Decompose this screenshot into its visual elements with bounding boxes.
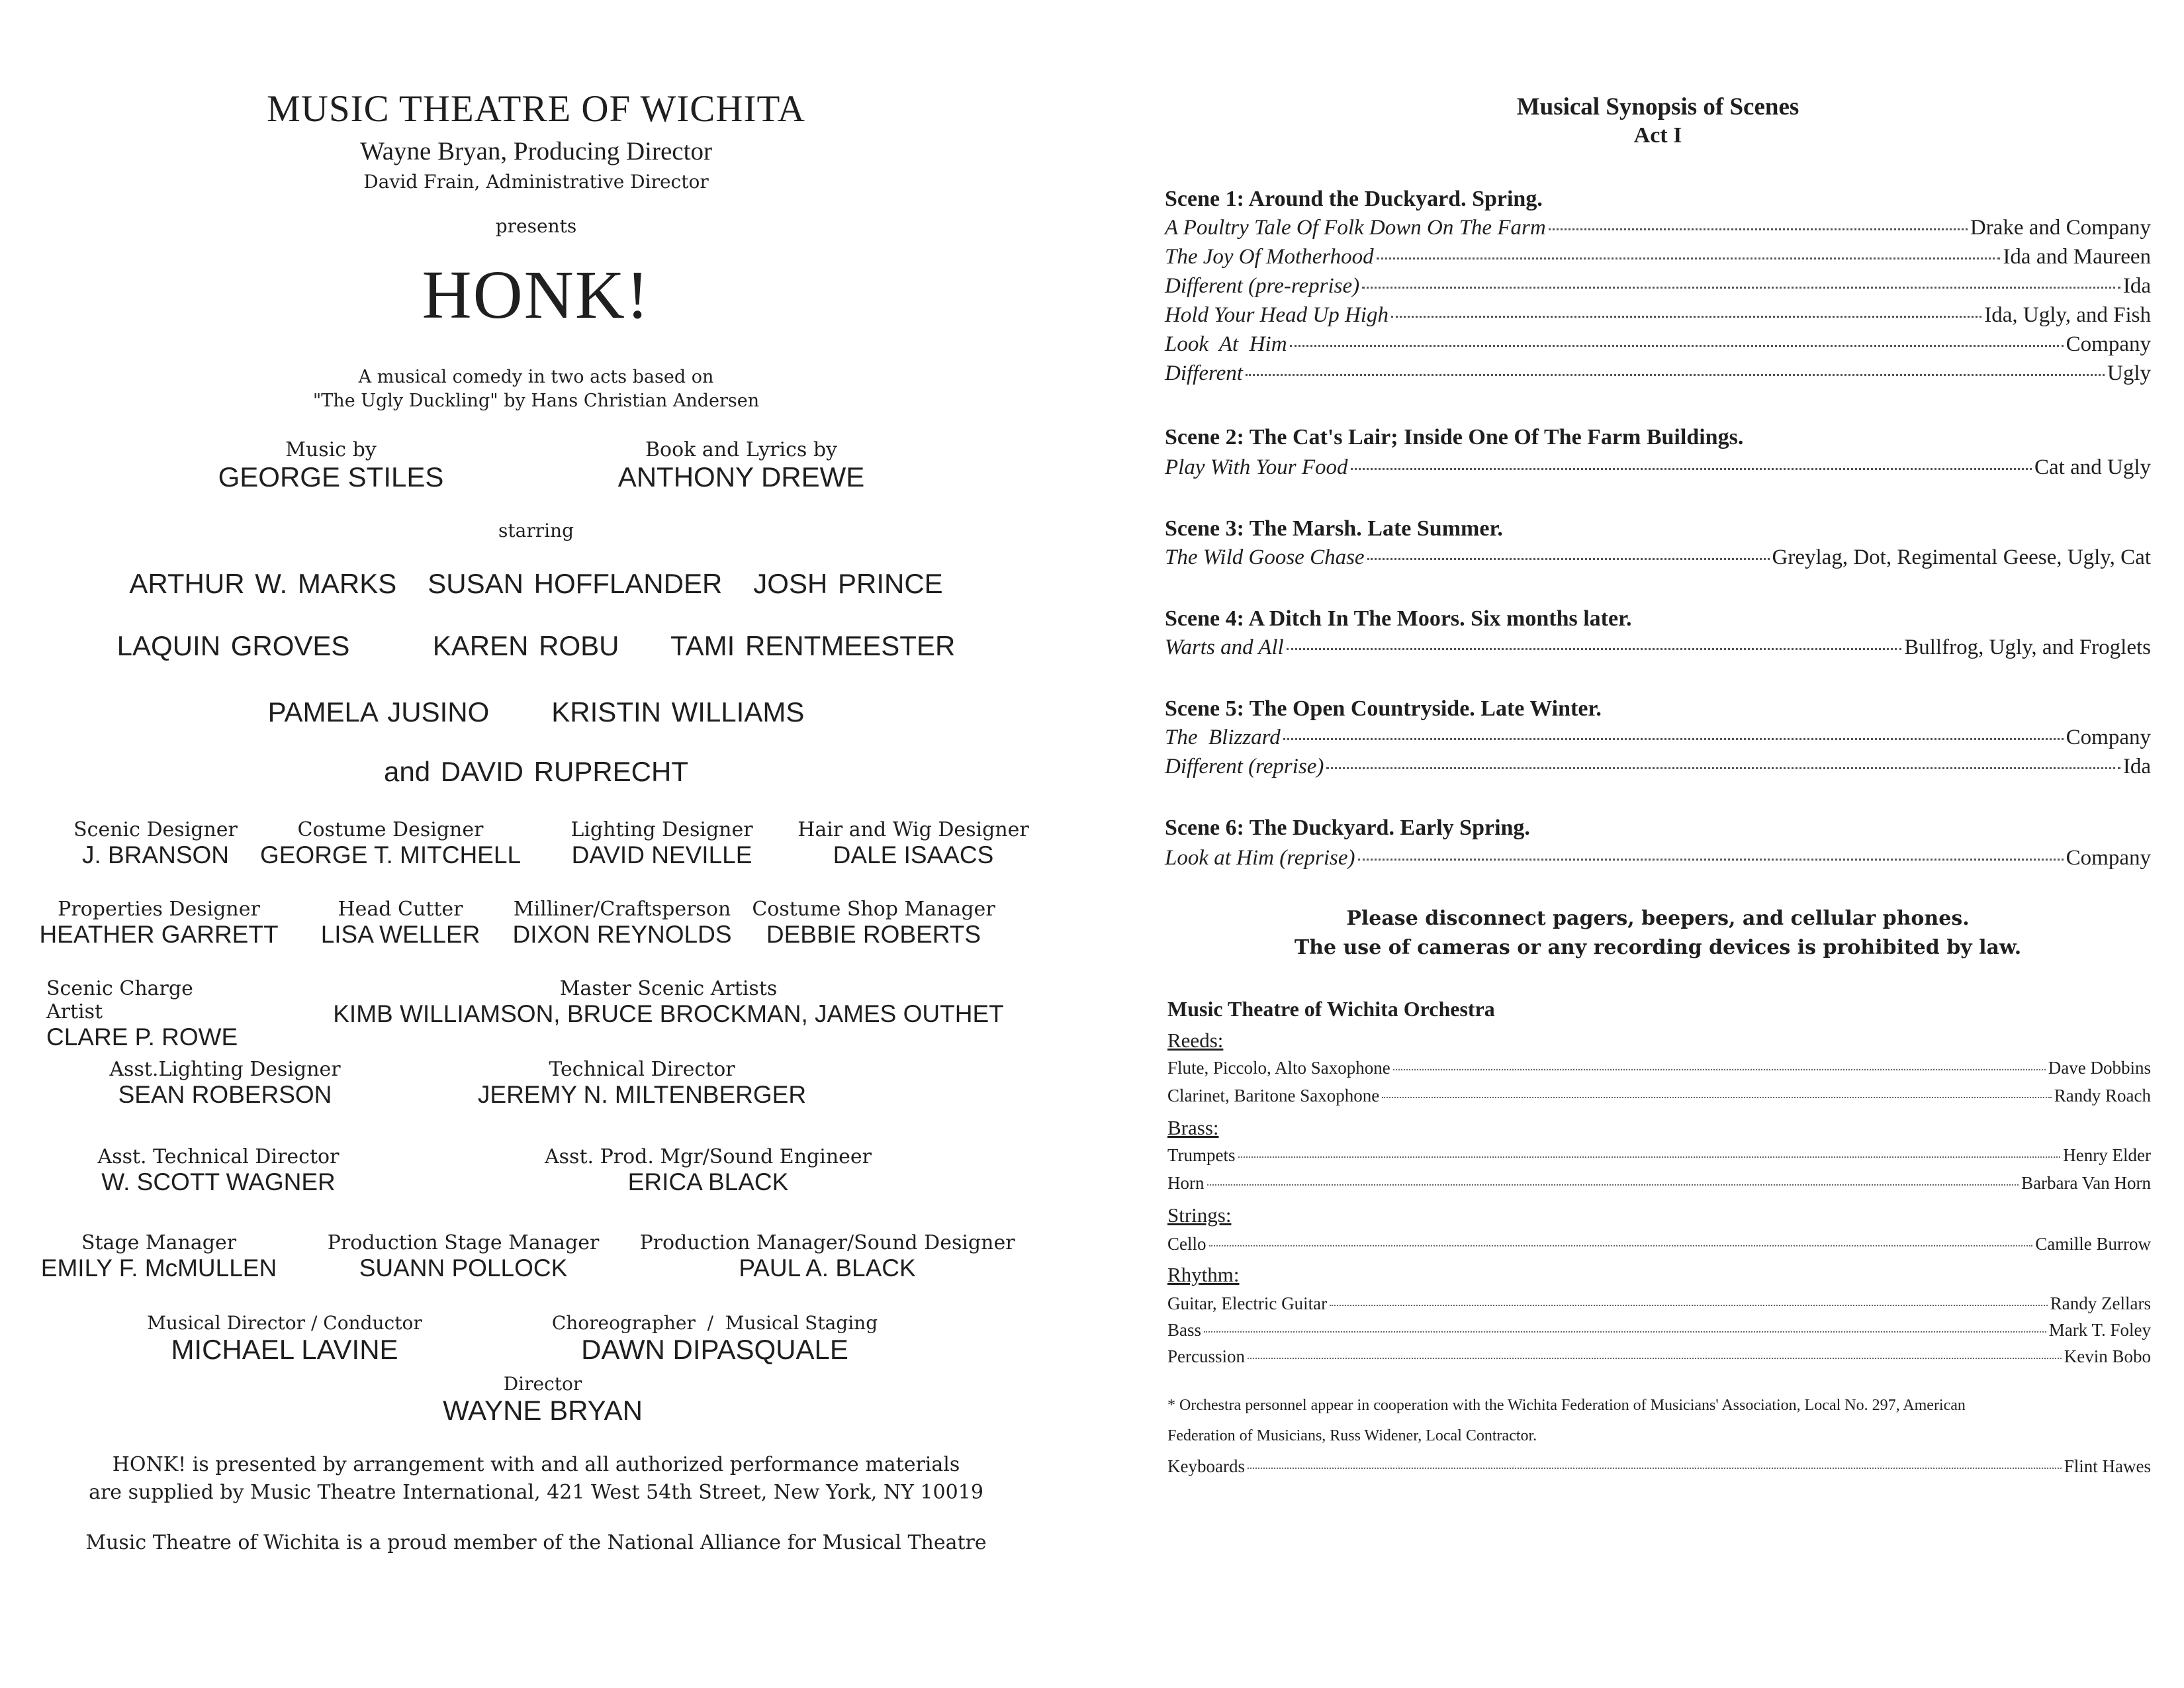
musician-row	[1167, 1320, 2151, 1340]
credit-role: Hair and Wig Designer	[797, 818, 1029, 841]
musician-name: Flint Hawes	[2064, 1456, 2151, 1476]
musician-name: Dave Dobbins	[2048, 1058, 2151, 1078]
synopsis-title: Musical Synopsis of Scenes	[1516, 93, 1799, 120]
credit-name: J. BRANSON	[81, 841, 230, 868]
song-performers: Bullfrog, Ugly, and Froglets	[1904, 635, 2151, 659]
song-title: Different (reprise)	[1165, 755, 1324, 778]
song-performers: Ida and Maureen	[2003, 245, 2151, 269]
credit-scenic-designer	[26, 818, 285, 869]
song-row	[1165, 726, 2151, 750]
credit-production-stage-manager	[318, 1231, 609, 1282]
musician-row	[1167, 1058, 2151, 1078]
song-row	[1165, 755, 2151, 779]
credit-role: Properties Designer	[58, 898, 260, 921]
show-description	[0, 365, 1072, 413]
song-title: Warts and All	[1165, 635, 1284, 659]
song-performers: Ugly	[2107, 361, 2151, 385]
scene-heading: Scene 4: A Ditch In The Moors. Six months later.	[1165, 606, 1632, 631]
scene-heading: Scene 1: Around the Duckyard. Spring.	[1165, 187, 1543, 211]
credit-name: DAVID NEVILLE	[571, 841, 752, 868]
musician-name: Randy Zellars	[2050, 1293, 2151, 1313]
credit-role: Master Scenic Artists	[559, 977, 778, 1000]
credit-role: Music by	[285, 438, 377, 461]
arrangement-line-2: are supplied by Music Theatre International, 421 West 54th Street, New York, NY 10019	[89, 1481, 983, 1504]
credit-role: Costume Designer	[297, 818, 484, 841]
song-row	[1165, 455, 2151, 480]
song-performers: Drake and Company	[1970, 216, 2151, 240]
credit-name: HEATHER GARRETT	[39, 921, 279, 948]
orchestra-title: Music Theatre of Wichita Orchestra	[1167, 997, 1495, 1021]
credit-name: W. SCOTT WAGNER	[101, 1168, 336, 1196]
credit-role: Scenic Charge Artist	[46, 977, 193, 1023]
credit-role: Asst. Prod. Mgr/Sound Engineer	[544, 1145, 872, 1168]
theatre-name: MUSIC THEATRE OF WICHITA	[267, 88, 805, 130]
instrument: Cello	[1167, 1234, 1206, 1254]
credit-role: Scenic Designer	[73, 818, 238, 841]
membership-notice: Music Theatre of Wichita is a proud member of the National Alliance for Musical Theatre	[85, 1531, 987, 1554]
scene-heading: Scene 3: The Marsh. Late Summer.	[1165, 516, 1503, 541]
device-notice-2: The use of cameras or any recording devices is prohibited by law.	[1294, 936, 2022, 959]
musician-name: Mark T. Foley	[2048, 1320, 2151, 1340]
song-row	[1165, 216, 2151, 240]
credit-role: Asst. Technical Director	[97, 1145, 340, 1168]
credit-technical-director	[457, 1058, 827, 1109]
credit-director	[371, 1373, 715, 1427]
song-performers: Ida	[2122, 755, 2151, 778]
musician-row	[1167, 1234, 2151, 1254]
arrangement-line-1: HONK! is presented by arrangement with and all authorized performance materials	[112, 1453, 960, 1476]
star-row-2: LAQUIN GROVES KAREN ROBU TAMI RENTMEESTER	[116, 630, 956, 661]
song-row	[1165, 635, 2151, 660]
song-row	[1165, 332, 2151, 357]
credit-role: Milliner/Craftsperson	[513, 898, 731, 921]
instrument: Flute, Piccolo, Alto Saxophone	[1167, 1058, 1390, 1078]
musician-row	[1167, 1086, 2151, 1106]
star-row-1: ARTHUR W. MARKS SUSAN HOFFLANDER JOSH PRINCE	[129, 568, 943, 599]
credit-role: Stage Manager	[81, 1231, 237, 1254]
credit-role: Lighting Designer	[570, 818, 753, 841]
device-notice-1: Please disconnect pagers, beepers, and cellular phones.	[1346, 907, 1970, 930]
musician-name: Henry Elder	[2063, 1145, 2151, 1165]
song-title: The Blizzard	[1165, 726, 1281, 749]
starring-label: starring	[498, 520, 574, 541]
credit-name: EMILY F. McMULLEN	[40, 1254, 277, 1282]
orchestra-footnote	[1167, 1390, 2147, 1451]
credit-hair-wig-designer	[781, 818, 1046, 869]
producing-director: Wayne Bryan, Producing Director	[360, 137, 712, 165]
credit-asst-prod-mgr	[523, 1145, 893, 1196]
song-row	[1165, 245, 2151, 269]
instrument: Horn	[1167, 1173, 1205, 1193]
credit-name: ERICA BLACK	[627, 1168, 789, 1196]
musician-row	[1167, 1145, 2151, 1166]
credit-properties-designer	[26, 898, 291, 949]
credit-choreographer	[529, 1312, 900, 1366]
credit-asst-technical-director	[79, 1145, 357, 1196]
section-rhythm: Rhythm:	[1167, 1263, 1240, 1286]
song-title: Look At Him	[1165, 332, 1287, 356]
description-line-1: A musical comedy in two acts based on	[358, 367, 714, 387]
scene-heading: Scene 5: The Open Countryside. Late Winter.	[1165, 696, 1602, 721]
song-performers: Company	[2066, 332, 2151, 356]
song-title: A Poultry Tale Of Folk Down On The Farm	[1165, 216, 1546, 240]
song-title: Different	[1165, 361, 1243, 385]
credit-name: DAWN DIPASQUALE	[581, 1334, 848, 1365]
instrument: Keyboards	[1167, 1456, 1245, 1476]
credit-name: JEREMY N. MILTENBERGER	[477, 1081, 807, 1108]
presents-text: presents	[495, 215, 577, 237]
footnote-line-1: * Orchestra personnel appear in cooperation with the Wichita Federation of Musicians' Association, Local No. 297, American	[1167, 1397, 1966, 1414]
credit-name: SEAN ROBERSON	[118, 1081, 332, 1108]
musician-row	[1167, 1456, 2151, 1477]
music-credit	[192, 438, 470, 493]
credit-production-manager	[629, 1231, 1026, 1282]
credit-role: Costume Shop Manager	[752, 898, 995, 921]
song-row	[1165, 303, 2151, 328]
musician-name: Randy Roach	[2054, 1086, 2151, 1105]
musician-name: Barbara Van Horn	[2021, 1173, 2151, 1193]
credit-costume-designer	[251, 818, 529, 869]
song-title: The Joy Of Motherhood	[1165, 245, 1374, 269]
credit-name: SUANN POLLOCK	[359, 1254, 568, 1282]
scene-heading: Scene 2: The Cat's Lair; Inside One Of The Farm Buildings.	[1165, 425, 1744, 449]
song-title: Different (pre-reprise)	[1165, 274, 1360, 298]
song-row	[1165, 545, 2151, 570]
act-label: Act I	[1633, 123, 1682, 148]
credit-costume-shop-manager	[748, 898, 999, 949]
credit-role: Book and Lyrics by	[645, 438, 837, 461]
credit-role: Technical Director	[549, 1058, 735, 1081]
credit-name: DEBBIE ROBERTS	[766, 921, 981, 948]
credit-name: KIMB WILLIAMSON, BRUCE BROCKMAN, JAMES OUTHET	[333, 1000, 1004, 1027]
credit-role: Director	[503, 1373, 582, 1395]
footnote-line-2: Federation of Musicians, Russ Widener, Local Contractor.	[1167, 1427, 1537, 1444]
song-performers: Greylag, Dot, Regimental Geese, Ugly, Cat	[1772, 545, 2151, 569]
song-performers: Cat and Ugly	[2034, 455, 2151, 479]
credit-asst-lighting-designer	[86, 1058, 364, 1109]
song-title: The Wild Goose Chase	[1165, 545, 1365, 569]
credit-role: Production Manager/Sound Designer	[639, 1231, 1015, 1254]
credit-name: GEORGE T. MITCHELL	[259, 841, 522, 868]
credit-scenic-charge-artist	[26, 977, 251, 1051]
book-credit	[576, 438, 907, 493]
musician-row	[1167, 1293, 2151, 1314]
arrangement-notice	[0, 1451, 1072, 1507]
credit-master-scenic-artists	[291, 977, 1046, 1028]
song-row	[1165, 361, 2151, 386]
credit-role: Choreographer / Musical Staging	[551, 1312, 878, 1334]
musician-row	[1167, 1173, 2151, 1194]
scene-heading: Scene 6: The Duckyard. Early Spring.	[1165, 816, 1530, 840]
section-strings: Strings:	[1167, 1203, 1232, 1227]
instrument: Percussion	[1167, 1346, 1245, 1366]
credit-name: DIXON REYNOLDS	[512, 921, 732, 948]
show-title: HONK!	[422, 257, 651, 333]
right-page	[1099, 0, 2184, 1688]
song-title: Hold Your Head Up High	[1165, 303, 1388, 327]
song-performers: Company	[2066, 726, 2151, 749]
credit-name: PAUL A. BLACK	[739, 1254, 916, 1282]
credit-name: LISA WELLER	[320, 921, 480, 948]
instrument: Clarinet, Baritone Saxophone	[1167, 1086, 1380, 1105]
credit-musical-director	[119, 1312, 450, 1366]
credit-name: WAYNE BRYAN	[443, 1395, 643, 1426]
musician-row	[1167, 1346, 2151, 1367]
song-performers: Company	[2066, 846, 2151, 870]
credit-role: Production Stage Manager	[327, 1231, 600, 1254]
credit-milliner	[503, 898, 741, 949]
description-line-2: "The Ugly Duckling" by Hans Christian Andersen	[312, 391, 760, 411]
credit-head-cutter	[301, 898, 500, 949]
credit-name: GEORGE STILES	[218, 461, 444, 492]
credit-role: Musical Director / Conductor	[147, 1312, 422, 1334]
credit-lighting-designer	[549, 818, 774, 869]
song-performers: Ida, Ugly, and Fish	[1984, 303, 2151, 327]
star-row-4: and DAVID RUPRECHT	[384, 756, 688, 787]
credit-role: Asst.Lighting Designer	[109, 1058, 341, 1081]
instrument: Bass	[1167, 1320, 1202, 1340]
song-performers: Ida	[2122, 274, 2151, 298]
musician-name: Kevin Bobo	[2064, 1346, 2151, 1366]
instrument: Trumpets	[1167, 1145, 1236, 1165]
star-row-3: PAMELA JUSINO KRISTIN WILLIAMS	[267, 696, 805, 727]
credit-name: ANTHONY DREWE	[617, 461, 865, 492]
song-title: Look at Him (reprise)	[1165, 846, 1355, 870]
credit-name: MICHAEL LAVINE	[171, 1334, 398, 1365]
administrative-director: David Frain, Administrative Director	[363, 171, 709, 193]
section-brass: Brass:	[1167, 1116, 1219, 1139]
song-title: Play With Your Food	[1165, 455, 1348, 479]
credit-role: Head Cutter	[338, 898, 463, 921]
credit-name: DALE ISAACS	[833, 841, 994, 868]
song-row	[1165, 846, 2151, 870]
credit-name: CLARE P. ROWE	[46, 1023, 238, 1051]
credit-stage-manager	[26, 1231, 291, 1282]
song-row	[1165, 274, 2151, 299]
instrument: Guitar, Electric Guitar	[1167, 1293, 1328, 1313]
musician-name: Camille Burrow	[2035, 1234, 2151, 1254]
section-reeds: Reeds:	[1167, 1029, 1224, 1052]
